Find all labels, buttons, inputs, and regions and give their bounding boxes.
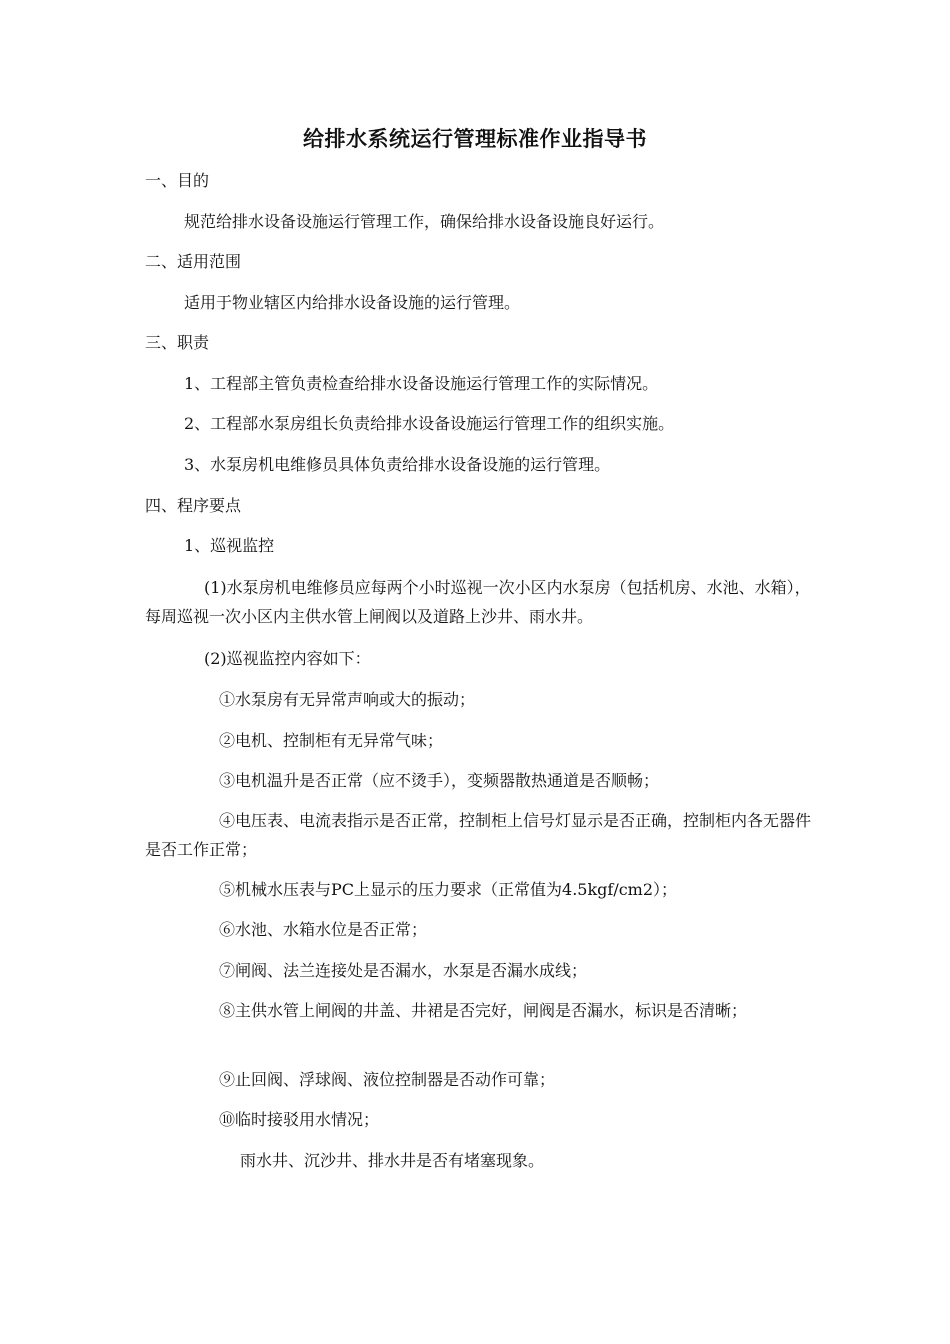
section-paragraph: 适用于物业辖区内给排水设备设施的运行管理。 <box>184 293 521 312</box>
procedure-paragraph: (2)巡视监控内容如下： <box>204 649 371 668</box>
document-title: 给排水系统运行管理标准作业指导书 <box>303 126 647 151</box>
checklist-item: ⑤机械水压表与PC上显示的压力要求（正常值为4.5kgf/cm2）； <box>219 880 678 899</box>
section-heading-scope: 二、适用范围 <box>145 252 242 271</box>
responsibility-item: 2、工程部水泵房组长负责给排水设备设施运行管理工作的组织实施。 <box>184 414 675 433</box>
checklist-item: ③电机温升是否正常（应不烫手），变频器散热通道是否顺畅； <box>219 771 660 790</box>
responsibility-item: 3、水泵房机电维修员具体负责给排水设备设施的运行管理。 <box>184 455 611 474</box>
section-heading-procedure: 四、程序要点 <box>145 496 242 515</box>
checklist-item: ⑦闸阀、法兰连接处是否漏水，水泵是否漏水成线； <box>219 961 588 980</box>
checklist-item: ⑨止回阀、浮球阀、液位控制器是否动作可靠； <box>219 1070 556 1089</box>
checklist-item: 雨水井、沉沙井、排水井是否有堵塞现象。 <box>240 1151 545 1170</box>
procedure-paragraph: (1)水泵房机电维修员应每两个小时巡视一次小区内水泵房（包括机房、水池、水箱），每周巡视一次小区内主供水管上闸阀以及道路上沙井、雨水井。 <box>145 578 811 626</box>
responsibility-item: 1、工程部主管负责检查给排水设备设施运行管理工作的实际情况。 <box>184 374 659 393</box>
section-heading-purpose: 一、目的 <box>145 171 210 190</box>
section-paragraph: 规范给排水设备设施运行管理工作，确保给排水设备设施良好运行。 <box>184 212 665 231</box>
checklist-item: ⑥水池、水箱水位是否正常； <box>219 920 428 939</box>
checklist-item: ②电机、控制柜有无异常气味； <box>219 731 444 750</box>
checklist-item: ④电压表、电流表指示是否正常，控制柜上信号灯显示是否正确，控制柜内各无器件是否工作正常； <box>145 811 812 859</box>
checklist-item: ⑩临时接驳用水情况； <box>219 1110 380 1129</box>
subsection-heading-patrol: 1、巡视监控 <box>184 536 275 555</box>
checklist-item: ⑧主供水管上闸阀的井盖、井裙是否完好，闸阀是否漏水，标识是否清晰； <box>219 1001 748 1020</box>
section-heading-responsibilities: 三、职责 <box>145 333 210 352</box>
checklist-item: ①水泵房有无异常声响或大的振动； <box>219 690 476 709</box>
